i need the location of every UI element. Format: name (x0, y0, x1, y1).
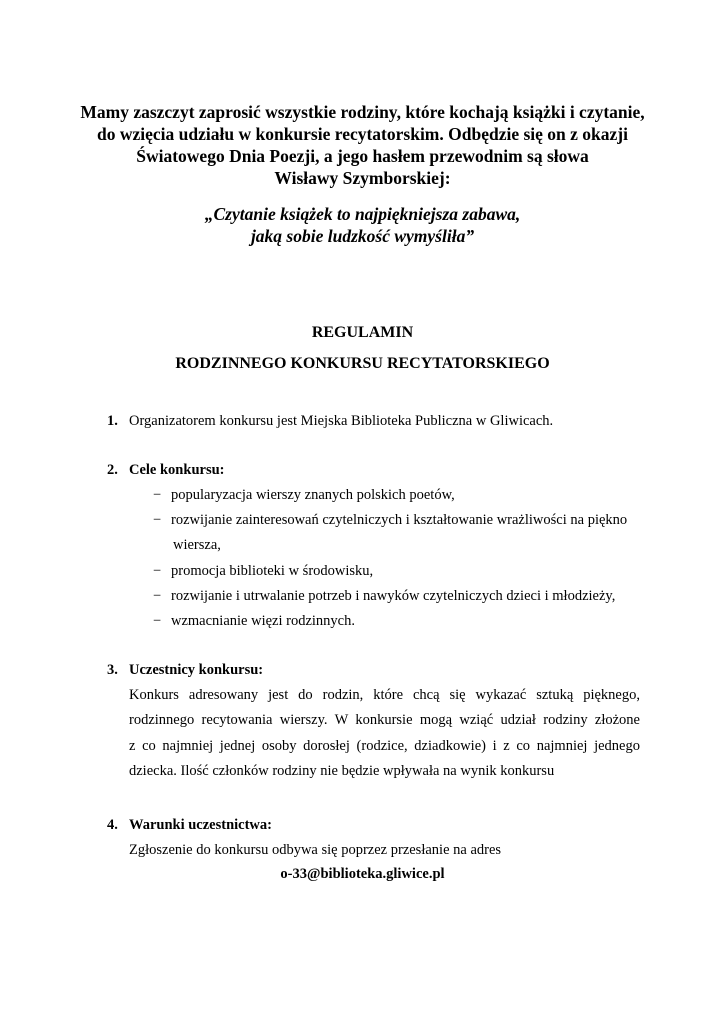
paragraph-line: z co najmniej jednej osoby dorosłej (rodzice, dziadkowie) i z co najmniej jednego (129, 737, 640, 754)
regulations-subtitle: RODZINNEGO KONKURSU RECYTATORSKIEGO (175, 355, 550, 372)
section-title: Warunki uczestnictwa: (129, 817, 272, 833)
section-participants-heading (107, 661, 263, 679)
paragraph-line: rodzinnego recytowania wierszy. W konkursie mogą wziąć udział rodziny złożone (129, 712, 640, 729)
contact-email: o-33@biblioteka.gliwice.pl (280, 866, 445, 882)
list-item-text: rozwijanie i utrwalanie potrzeb i nawyków czytelniczych dzieci i młodzieży, (171, 588, 616, 604)
list-item-text: wzmacnianie więzi rodzinnych. (171, 613, 355, 629)
invitation-line: Mamy zaszczyt zaprosić wszystkie rodziny, które kochają książki i czytanie, (80, 102, 645, 122)
list-item-continuation: wiersza, (173, 537, 221, 553)
list-item (153, 511, 627, 529)
section-goals-heading (107, 461, 224, 479)
dash-bullet: − (153, 613, 162, 629)
section-title: Cele konkursu: (129, 462, 225, 478)
list-item (153, 486, 455, 504)
section-number: 4. (107, 817, 118, 833)
invitation-line: do wzięcia udziału w konkursie recytatorskim. Odbędzie się on z okazji (97, 124, 628, 144)
list-item-text: popularyzacja wierszy znanych polskich poetów, (171, 487, 455, 503)
section-title: Uczestnicy konkursu: (129, 662, 264, 678)
section-number: 1. (107, 413, 118, 429)
szymborska-quote (60, 203, 665, 247)
list-item (153, 562, 373, 580)
dash-bullet: − (153, 588, 162, 604)
paragraph-line: dziecka. Ilość członków rodziny nie będzie wpływała na wynik konkursu (129, 762, 555, 779)
section-conditions-heading (107, 816, 272, 834)
dash-bullet: − (153, 487, 162, 503)
list-item-text: promocja biblioteki w środowisku, (171, 563, 374, 579)
list-item (153, 587, 615, 605)
paragraph-line: Konkurs adresowany jest do rodzin, które chcą się wykazać sztuką pięknego, (129, 687, 640, 703)
section-number: 2. (107, 462, 118, 478)
dash-bullet: − (153, 512, 162, 528)
section-text: Organizatorem konkursu jest Miejska Biblioteka Publiczna w Gliwicach. (129, 413, 554, 429)
regulations-title: REGULAMIN (311, 324, 414, 341)
quote-line: jaką sobie ludzkość wymyśliła” (250, 226, 475, 246)
section-organizer (107, 412, 553, 430)
invitation-line: Wisławy Szymborskiej: (274, 168, 451, 188)
list-item-text: rozwijanie zainteresowań czytelniczych i kształtowanie wrażliwości na piękno (171, 512, 628, 528)
dash-bullet: − (153, 563, 162, 579)
conditions-text: Zgłoszenie do konkursu odbywa się poprzez przesłanie na adres (129, 842, 502, 858)
invitation-paragraph (60, 101, 665, 189)
participants-paragraph (129, 686, 640, 787)
section-number: 3. (107, 662, 118, 678)
invitation-line: Światowego Dnia Poezji, a jego hasłem przewodnim są słowa (136, 146, 589, 166)
quote-line: „Czytanie książek to najpiękniejsza zabawa, (204, 204, 521, 224)
list-item (153, 612, 355, 630)
